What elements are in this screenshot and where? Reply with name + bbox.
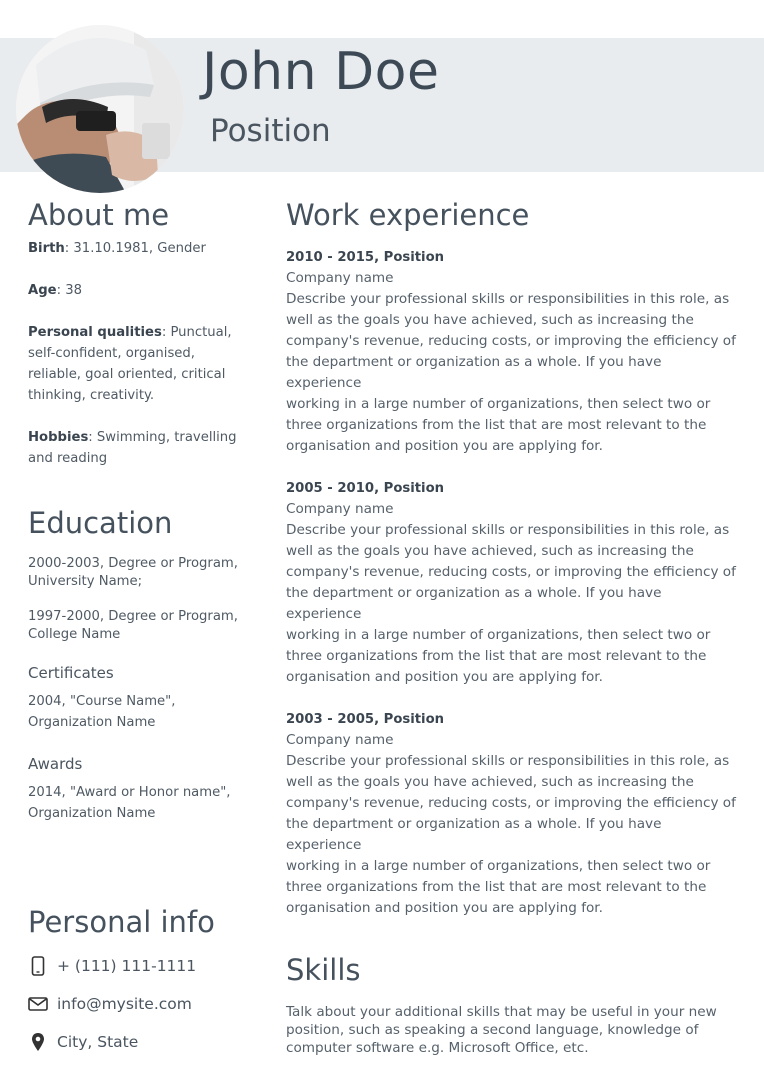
job-description-line: Describe your professional skills or responsibilities in this role, as [286,522,730,538]
age-row: Age: 38 [28,283,83,298]
qualities-row: Personal qualities: Punctual, [28,325,232,340]
skills-line: computer software e.g. Microsoft Office, etc. [286,1040,589,1056]
company-name: Company name [286,732,394,748]
job-description-line: working in a large number of organizations, then select two or [286,627,711,643]
job-description-line: working in a large number of organizations, then select two or [286,396,711,412]
job-entry [286,478,738,688]
birth-row: Birth: 31.10.1981, Gender [28,241,206,256]
job-description-line: Describe your professional skills or responsibilities in this role, as [286,753,730,769]
qualities-line: reliable, goal oriented, critical [28,367,226,382]
left-column [28,196,250,824]
personal-info-title: Personal info [28,905,215,939]
work-experience-title: Work experience [286,198,530,232]
company-name: Company name [286,270,394,286]
location-text: City, State [57,1033,139,1051]
phone-number[interactable]: + (111) 111-1111 [57,957,197,975]
email-row [28,985,268,1023]
skills-line: position, such as speaking a second language, knowledge of [286,1022,699,1038]
profile-photo [16,25,184,193]
candidate-position: Position [210,113,331,149]
qualities-line: thinking, creativity. [28,388,155,403]
education-entry: 1997-2000, Degree or Program, [28,609,238,624]
job-entry [286,247,738,457]
job-description-line: Describe your professional skills or responsibilities in this role, as [286,291,730,307]
job-description-line: well as the goals you have achieved, such as increasing the [286,774,694,790]
candidate-name: John Doe [202,42,440,102]
job-description-line: three organizations from the list that are most relevant to the [286,879,707,895]
job-title: 2010 - 2015, Position [286,250,445,265]
job-description-line: organisation and position you are applying for. [286,438,603,454]
skills-line: Talk about your additional skills that may be useful in your new [286,1004,717,1020]
skills-section [286,951,738,1057]
awards-title: Awards [28,755,83,773]
education-entry: University Name; [28,574,143,589]
certificate-line: 2004, "Course Name", [28,694,176,709]
job-description-line: working in a large number of organizations, then select two or [286,858,711,874]
certificate-line: Organization Name [28,715,156,730]
job-description-line: the department or organization as a whole. If you have experience [286,816,662,853]
phone-row [28,947,268,985]
education-entry: College Name [28,627,121,642]
job-title: 2003 - 2005, Position [286,712,445,727]
company-name: Company name [286,501,394,517]
education-entry: 2000-2003, Degree or Program, [28,556,238,571]
job-description-line: company's revenue, reducing costs, or improving the efficiency of [286,564,736,580]
education-title: Education [28,506,173,540]
location-row [28,1023,268,1061]
qualities-line: self-confident, organised, [28,346,195,361]
job-description-line: organisation and position you are applying for. [286,669,603,685]
skills-title: Skills [286,953,361,987]
job-description-line: the department or organization as a whole. If you have experience [286,354,662,391]
job-description-line: company's revenue, reducing costs, or improving the efficiency of [286,333,736,349]
certificates-title: Certificates [28,664,114,682]
job-description-line: company's revenue, reducing costs, or improving the efficiency of [286,795,736,811]
job-title: 2005 - 2010, Position [286,481,445,496]
personal-info-section [28,903,268,1061]
job-description-line: the department or organization as a whole. If you have experience [286,585,662,622]
award-line: 2014, "Award or Honor name", [28,785,231,800]
job-description-line: well as the goals you have achieved, such as increasing the [286,312,694,328]
job-entry [286,709,738,919]
hobbies-line: and reading [28,451,108,466]
right-column [286,196,738,919]
location-pin-icon [28,1032,48,1052]
about-title: About me [28,198,170,232]
award-line: Organization Name [28,806,156,821]
job-description-line: organisation and position you are applying for. [286,900,603,916]
email-address[interactable]: info@mysite.com [57,995,192,1013]
job-description-line: well as the goals you have achieved, such as increasing the [286,543,694,559]
mail-icon [28,994,48,1014]
job-description-line: three organizations from the list that are most relevant to the [286,417,707,433]
hobbies-row: Hobbies: Swimming, travelling [28,430,237,445]
job-description-line: three organizations from the list that are most relevant to the [286,648,707,664]
phone-icon [28,956,48,976]
